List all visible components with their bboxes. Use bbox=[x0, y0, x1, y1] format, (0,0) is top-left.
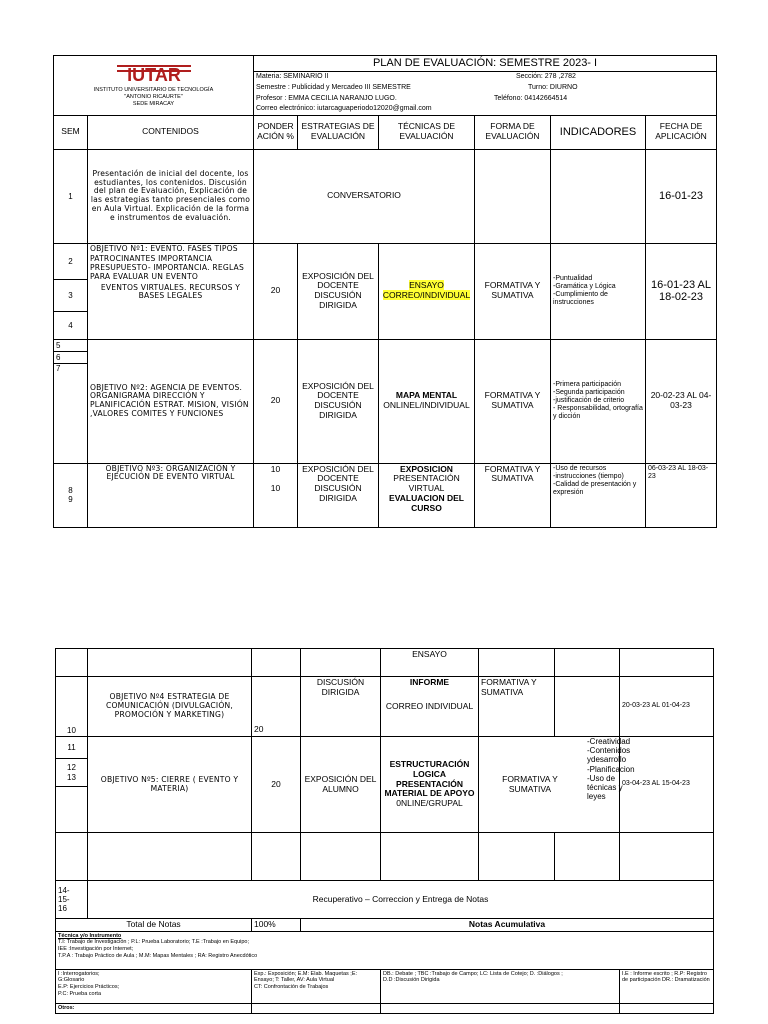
telefono: Teléfono: 04142664514 bbox=[494, 94, 568, 102]
tecnica-bold: EXPOSICION bbox=[400, 463, 453, 474]
sem-cell: 6 bbox=[54, 351, 88, 363]
sem-cell: 2 bbox=[54, 243, 88, 279]
ponderacion-cell: 10 10 bbox=[254, 463, 298, 527]
sem-cell: 8 9 bbox=[54, 463, 88, 527]
sem-cell: 5 bbox=[54, 339, 88, 351]
forma-cell: FORMATIVA Y SUMATIVA bbox=[475, 339, 551, 463]
institution-campus: SEDE MIRACAY bbox=[132, 100, 175, 107]
sem-cell: 12 13 bbox=[56, 759, 88, 787]
estrategia-cell: EXPOSICIÓN DEL DOCENTE DISCUSIÓN DIRIGIDA bbox=[298, 339, 379, 463]
header-ponderacion: PONDER ACIÓN % bbox=[254, 115, 298, 149]
legend-col-2: Exp.: Exposición; E.M: Elab. Maquetas ;E: Ensayo; T: Taller, AV: Aula Virtual CT: Confrontación de Trabajos bbox=[252, 969, 381, 1003]
sem-cell: 11 bbox=[56, 737, 88, 759]
forma-cell: FORMATIVA Y SUMATIVA bbox=[475, 463, 551, 527]
fecha-cell: 20-03-23 AL 01-04-23 bbox=[620, 677, 714, 737]
sem-cell: 10 bbox=[56, 677, 88, 737]
legend-col-3: DB.: Debate ; TBC :Trabajo de Campo; LC: Lista de Cotejo; D. :Diálogos ; D.D :Discusión Dirigida bbox=[381, 969, 620, 1003]
legend-line: IEE :Investigación por Internet; bbox=[58, 945, 134, 952]
header-sem: SEM bbox=[54, 115, 88, 149]
estrategia-cell: DISCUSIÓN DIRIGIDA bbox=[301, 677, 381, 737]
tecnica-cell: ENSAYO bbox=[381, 649, 479, 677]
sem-cell: 4 bbox=[54, 311, 88, 339]
contenido-cell: OBJETIVO Nº5: CIERRE ( EVENTO Y MATERIA) bbox=[88, 737, 252, 833]
ponderacion-cell: 20 bbox=[252, 737, 301, 833]
profesor: Profesor : EMMA CECILIA NARANJO LUGO. bbox=[256, 94, 397, 102]
header-forma: FORMA DE EVALUACIÓN bbox=[475, 115, 551, 149]
legend-title: Técnica y/o Instrumento bbox=[58, 932, 122, 939]
indicadores-cell: -Puntualidad -Gramática y Lógica -Cumplimiento de instrucciones bbox=[551, 243, 646, 339]
legend-col-1: I :Interrogatorios; G:Glosario E.P: Ejercicios Prácticos; P.C: Prueba corta bbox=[56, 969, 252, 1003]
sem-cell: 3 bbox=[54, 279, 88, 311]
semestre: Semestre : Publicidad y Mercadeo III SEMESTRE bbox=[256, 83, 411, 91]
contenido-cell: PATROCINANTES IMPORTANCIA PRESUPUESTO- IMPORTANCIA. REGLAS PARA EVALUAR UN EVENTO bbox=[90, 254, 244, 281]
indicadores-cell: -Primera participación -Segunda participación -justificación de criterio - Responsabilidad, ortografía y dicción bbox=[551, 339, 646, 463]
contenido-cell: OBJETIVO Nº4 ESTRATEGIA DE COMUNICACIÓN (DIVULGACIÓN, PROMOCIÓN Y MARKETING) bbox=[88, 677, 252, 737]
header-estrategias: ESTRATEGIAS DE EVALUACIÓN bbox=[298, 115, 379, 149]
evaluation-plan-table bbox=[53, 55, 717, 528]
fecha-cell: 16-01-23 bbox=[646, 149, 717, 243]
tecnica-bold: EVALUACION DEL CURSO bbox=[389, 492, 464, 513]
table-row bbox=[54, 243, 717, 279]
ponderacion-cell: 20 bbox=[254, 243, 298, 339]
tecnica-cell: CORREO INDIVIDUAL bbox=[385, 700, 474, 711]
sem-cell: 7 bbox=[54, 363, 88, 463]
tecnica-bold: MAPA MENTAL bbox=[395, 390, 458, 401]
header-tecnicas: TÉCNICAS DE EVALUACIÓN bbox=[379, 115, 475, 149]
table-row bbox=[56, 881, 714, 919]
fecha-cell: 20-02-23 AL 04-03-23 bbox=[646, 339, 717, 463]
indicadores-cell: -Creatividad -Contenidos ydesarrollo -Planificacion -Uso de técnicas y leyes bbox=[587, 737, 635, 802]
ponderacion-cell: 20 bbox=[252, 677, 301, 737]
legend-col-4: I.E : Informe escrito ; R.P: Registro de participación DR.: Dramatización bbox=[620, 969, 714, 1003]
tecnica-bold: INFORME bbox=[409, 677, 450, 687]
semestre-row bbox=[254, 82, 717, 93]
estrategia-cell: EXPOSICIÓN DEL DOCENTE DISCUSIÓN DIRIGIDA bbox=[298, 463, 379, 527]
seccion: Sección: 278 ,2782 bbox=[516, 72, 576, 80]
plan-title: PLAN DE EVALUACIÓN: SEMESTRE 2023- I bbox=[254, 56, 717, 72]
contenido-cell: OBJETIVO Nº1: EVENTO. FASES TIPOS bbox=[90, 243, 238, 253]
fecha-cell: 16-01-23 AL 18-02-23 bbox=[646, 243, 717, 339]
estrategia-cell: EXPOSICIÓN DEL DOCENTE DISCUSIÓN DIRIGIDA bbox=[298, 243, 379, 339]
sem-cell: 14- 15- 16 bbox=[56, 881, 88, 919]
tecnica-cell: ENSAYO CORREO/INDIVIDUAL bbox=[382, 280, 471, 301]
legend-line: T.I: Trabajo de Investigación ; P.L: Prueba Laboratorio; T.E :Trabajo en Equipo; bbox=[58, 939, 249, 946]
forma-cell: FORMATIVA Y SUMATIVA bbox=[479, 677, 555, 737]
estrategia-cell: EXPOSICIÓN DEL ALUMNO bbox=[301, 737, 381, 833]
fecha-cell: 06-03-23 AL 18-03-23 bbox=[646, 463, 717, 527]
table-row bbox=[54, 339, 717, 351]
estrategia-cell: CONVERSATORIO bbox=[254, 149, 475, 243]
header-contenidos: CONTENIDOS bbox=[88, 115, 254, 149]
total-value: 100% bbox=[252, 919, 301, 932]
tecnica-cell: 0NLINE/GRUPAL bbox=[396, 798, 463, 809]
table-row bbox=[54, 149, 717, 243]
contenido-cell: Presentación de inicial del docente, los estudiantes, los contenidos. Discusión del plan de Evaluación, Explicación de las estrategias tanto presenciales como en Aula Virtual. Explicación de la forma e instrumentos de evaluación. bbox=[88, 149, 254, 243]
institution-subname: "ANTONIO RICAURTE" bbox=[124, 94, 183, 101]
notas-acumulativa: Notas Acumulativa bbox=[301, 919, 714, 932]
header-fecha: FECHA DE APLICACIÓN bbox=[646, 115, 717, 149]
turno: Turno: DIURNO bbox=[528, 83, 578, 91]
header-indicadores: INDICADORES bbox=[551, 115, 646, 149]
institution-name: INSTITUTO UNIVERSITARIO DE TECNOLOGÍA bbox=[93, 87, 214, 94]
evaluation-plan-table-continued bbox=[55, 648, 714, 1014]
forma-cell: FORMATIVA Y SUMATIVA bbox=[479, 737, 620, 833]
contenido-cell: EVENTOS VIRTUALES. RECURSOS Y BASES LEGALES bbox=[100, 282, 241, 301]
fecha-cell: 03-04-23 AL 15-04-23 bbox=[620, 737, 714, 833]
iutar-logo-icon bbox=[117, 63, 191, 83]
tecnica-cell: PRESENTACIÓN VIRTUAL bbox=[393, 473, 460, 494]
tecnica-bold: ESTRUCTURACIÓN LOGICA PRESENTACIÓN MATERIAL DE APOYO bbox=[384, 759, 475, 799]
forma-cell: FORMATIVA Y SUMATIVA bbox=[475, 243, 551, 339]
total-label: Total de Notas bbox=[56, 919, 252, 932]
contenido-cell: OBJETIVO Nº3: ORGANIZACIÓN Y EJECUCIÓN DE EVENTO VIRTUAL bbox=[88, 463, 254, 527]
legend-line: T.P.A : Trabajo Práctico de Aula ; M.M: Mapas Mentales ; RA: Registro Anecdótico bbox=[58, 952, 258, 959]
ponderacion-cell: 20 bbox=[254, 339, 298, 463]
table-row bbox=[56, 677, 714, 737]
contenido-cell: OBJETIVO Nº2: AGENCIA DE EVENTOS. ORGANIGRAMA DIRECCIÓN Y PLANIFICACIÓN ESTRAT. MISION, VISIÓN ,VALORES COMITES Y FUNCIONES bbox=[88, 339, 254, 463]
tecnica-cell: ONLINEL/INDIVIDUAL bbox=[383, 400, 470, 411]
logo-text: IUTAR bbox=[126, 65, 181, 84]
profesor-row bbox=[254, 93, 717, 104]
materia: Materia: SEMINARIO II bbox=[256, 72, 329, 80]
materia-row bbox=[254, 71, 717, 82]
table-row bbox=[54, 463, 717, 527]
correo: Correo electrónico: iutarcaguaperiodo12020@gmail.com bbox=[254, 104, 717, 115]
indicadores-cell: -Uso de recursos -instrucciones (tiempo) -Calidad de presentación y expresión bbox=[551, 463, 646, 527]
institution-block bbox=[54, 56, 254, 116]
sem-cell: 1 bbox=[54, 149, 88, 243]
contenido-cell: Recuperativo – Correccion y Entrega de Notas bbox=[88, 881, 714, 919]
legend-otros: Otros: bbox=[56, 1003, 252, 1013]
